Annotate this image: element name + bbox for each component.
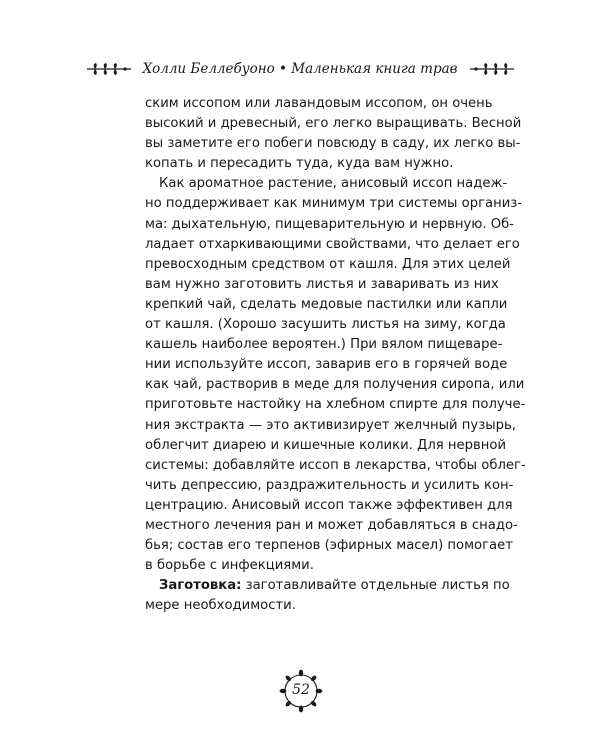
text-line: центрацию. Анисовый иссоп также эффективен для bbox=[145, 497, 513, 513]
text-line: копать и пересадить туда, куда вам нужно. bbox=[145, 156, 454, 172]
paragraph-2 bbox=[145, 174, 526, 576]
running-header bbox=[0, 56, 600, 82]
text-line: превосходным средством от кашля. Для этих целей bbox=[145, 256, 511, 272]
right-sprig-ornament-icon bbox=[468, 61, 516, 77]
header-separator: • bbox=[279, 61, 287, 77]
text-line: ским иссопом или лавандовым иссопом, он очень bbox=[145, 96, 493, 111]
text-line: от кашля. (Хорошо засушить листья на зиму, когда bbox=[145, 317, 506, 333]
text-line: крепкий чай, сделать медовые пастилки или капли bbox=[145, 296, 508, 312]
text-line: ладает отхаркивающими свойствами, что делает его bbox=[145, 236, 520, 252]
left-sprig-ornament-icon bbox=[85, 61, 133, 77]
text-line: чить депрессию, раздражительность и усилить кон- bbox=[145, 477, 514, 493]
text-line: облегчит диарею и кишечные колики. Для нервной bbox=[145, 437, 507, 453]
text-line: вы заметите его побеги повсюду в саду, их легко вы- bbox=[145, 136, 521, 152]
header-book-title: Маленькая книга трав bbox=[291, 61, 458, 77]
text-line: высокий и древесный, его легко выращивать. Весной bbox=[145, 116, 522, 132]
paragraph-3 bbox=[145, 576, 510, 616]
header-author: Холли Беллебуоно bbox=[142, 61, 275, 77]
text-line: бья; состав его терпенов (эфирных масел) помогает bbox=[145, 538, 513, 554]
text-line: как чай, растворив в меде для получения сиропа, или bbox=[145, 377, 525, 393]
text-line: мере необходимости. bbox=[145, 598, 296, 614]
text-line: вам нужно заготовить листья и заваривать из них bbox=[145, 276, 499, 292]
text-line: системы: добавляйте иссоп в лекарства, чтобы облег- bbox=[145, 457, 526, 473]
text-line: в борьбе с инфекциями. bbox=[145, 558, 314, 574]
preparation-text: заготавливайте отдельные листья по bbox=[241, 578, 510, 594]
text-line: но поддерживает как минимум три системы организ- bbox=[145, 196, 523, 212]
text-line: ма: дыхательную, пищеварительную и нервную. Об- bbox=[145, 216, 515, 232]
text-line: приготовьте настойку на хлебном спирте для получе- bbox=[145, 397, 526, 413]
text-line: Как ароматное растение, анисовый иссоп надеж- bbox=[159, 176, 508, 192]
page-number: 52 bbox=[292, 682, 310, 698]
text-line: нии используйте иссоп, заварив его в горячей воде bbox=[145, 357, 508, 373]
preparation-label: Заготовка: bbox=[159, 578, 242, 594]
text-line: местного лечения ран и может добавляться в снадо- bbox=[145, 517, 518, 533]
body-text bbox=[145, 94, 526, 616]
text-line: ния экстракта — это активизирует желчный пузырь, bbox=[145, 417, 516, 433]
paragraph-1 bbox=[145, 94, 522, 174]
text-line bbox=[145, 576, 510, 596]
text-line: кашель наиболее вероятен.) При вялом пищеваре- bbox=[145, 337, 503, 353]
header-title bbox=[143, 61, 458, 77]
